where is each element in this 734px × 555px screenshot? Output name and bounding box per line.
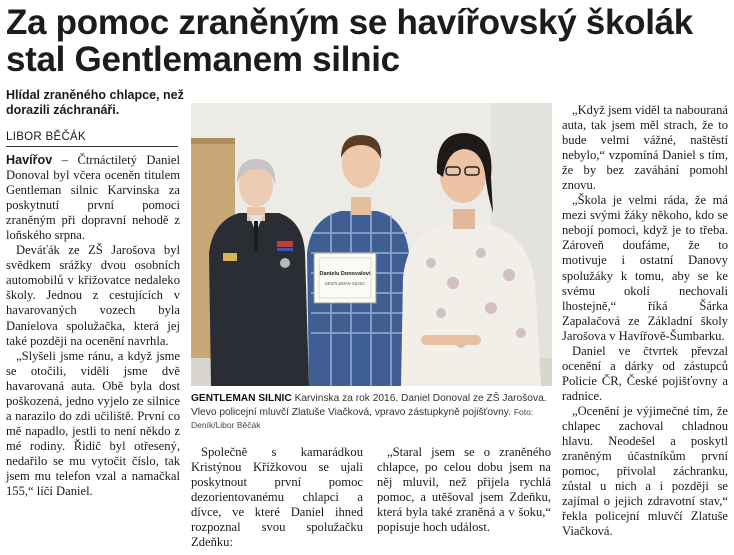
photo xyxy=(191,103,552,386)
certificate-title: GENTLEMAN SILNIC xyxy=(324,281,366,286)
column-2 xyxy=(191,445,363,550)
paragraph: Daniel ve čtvrtek převzal ocenění a dárky od zástupců Policie ČR, České pojišťovny a radnice. xyxy=(562,343,728,403)
byline: LIBOR BĚČÁK xyxy=(6,131,178,147)
photo-caption xyxy=(191,392,552,433)
paragraph: „Staral jsem se o zraněného chlapce, po celou dobu jsem na něj mluvil, než přijela rychlá pomoc, a utěšoval jsem Zdeňku, která byla také zraněná a v šoku,“ popisuje hoch událost. xyxy=(377,445,551,535)
paragraph: „Škola je velmi ráda, že má mezi svými žáky někoho, kdo se nebojí pomoci, když je to třeba. Zároveň doufáme, že to motivuje i ostatní Danovy spolužáky k tomu, aby se ke svému okolí nechovali lhostejně,“ říká Šárka Zapalačová ze Základní školy Jarošova v Havířově-Šumbarku. xyxy=(562,193,728,343)
photo-image xyxy=(191,103,552,386)
column-1 xyxy=(6,153,180,499)
paragraph: Společně s kamarádkou Kristýnou Křížkovou se ujali poskytnout první pomoc dezorientovanému chlapci a dívce, ve které Daniel ihned rozpoznal svou spolužačku Zdeňku: xyxy=(191,445,363,550)
paragraph: Deváťák ze ZŠ Jarošova byl svědkem srážky dvou osobních automobilů v křižovatce nedaleko školy. Jednou z cestujících v havarovaných vozech byla Danielova spolužačka, která jej také později na ocenění navrhla. xyxy=(6,243,180,348)
photo-credit: Foto: Deník/Libor Běčák xyxy=(191,406,534,430)
paragraph: „Když jsem viděl ta nabouraná auta, tak jsem měl strach, že to bude velmi vážné, naštěstí nebylo,“ vzpomíná Daniel s tím, že by bez zaváhání pomohl znovu. xyxy=(562,103,728,193)
caption-text: Karvinska za rok 2016. Daniel Donoval ze ZŠ Jarošova. Vlevo policejní mluvčí Zlatuše Viačková, vpravo zástupkyně pojišťovny. xyxy=(191,393,547,418)
paragraph-text: – Čtrnáctiletý Daniel Donoval byl včera oceněn titulem Gentleman silnic Karvinska za poskytnutí první pomoci zraněným při dopravní nehodě z loňského srpna. xyxy=(6,153,180,243)
dateline: Havířov xyxy=(6,153,53,167)
paragraph: „Ocenění je výjimečné tím, že chlapec zachoval chladnou hlavu. Neodešel a poskytl zraněným účastníkům první pomoc, přivolal záchranku, zůstal u nich a i později se zajímal o jejich zdravotní stav,“ řekla policejní mluvčí Zlatuše Viačková. xyxy=(562,403,728,539)
deck: Hlídal zraněného chlapce, než dorazili záchranáři. xyxy=(6,88,184,117)
headline: Za pomoc zraněným se havířovský školák stal Gentlemanem silnic xyxy=(6,3,693,79)
paragraph xyxy=(6,153,180,243)
paragraph: „Slyšeli jsme ránu, a když jsme se otočili, viděli jsme dvě havarovaná auta. Obě byla dost poškozená, jedno vyjelo ze silnice a narazilo do zdi učiliště. První co mě napadlo, jestli to není někdo z mé rodiny. Řidič byl otřesený, nedařilo se mu vytočit číslo, tak jsem mu telefon vzal a namačkal 155,“ líčí Daniel. xyxy=(6,348,180,499)
column-3 xyxy=(377,445,551,535)
column-4 xyxy=(562,103,728,539)
caption-tag: GENTLEMAN SILNIC xyxy=(191,393,292,404)
certificate-name: Danielu Donovalovi xyxy=(319,271,371,277)
